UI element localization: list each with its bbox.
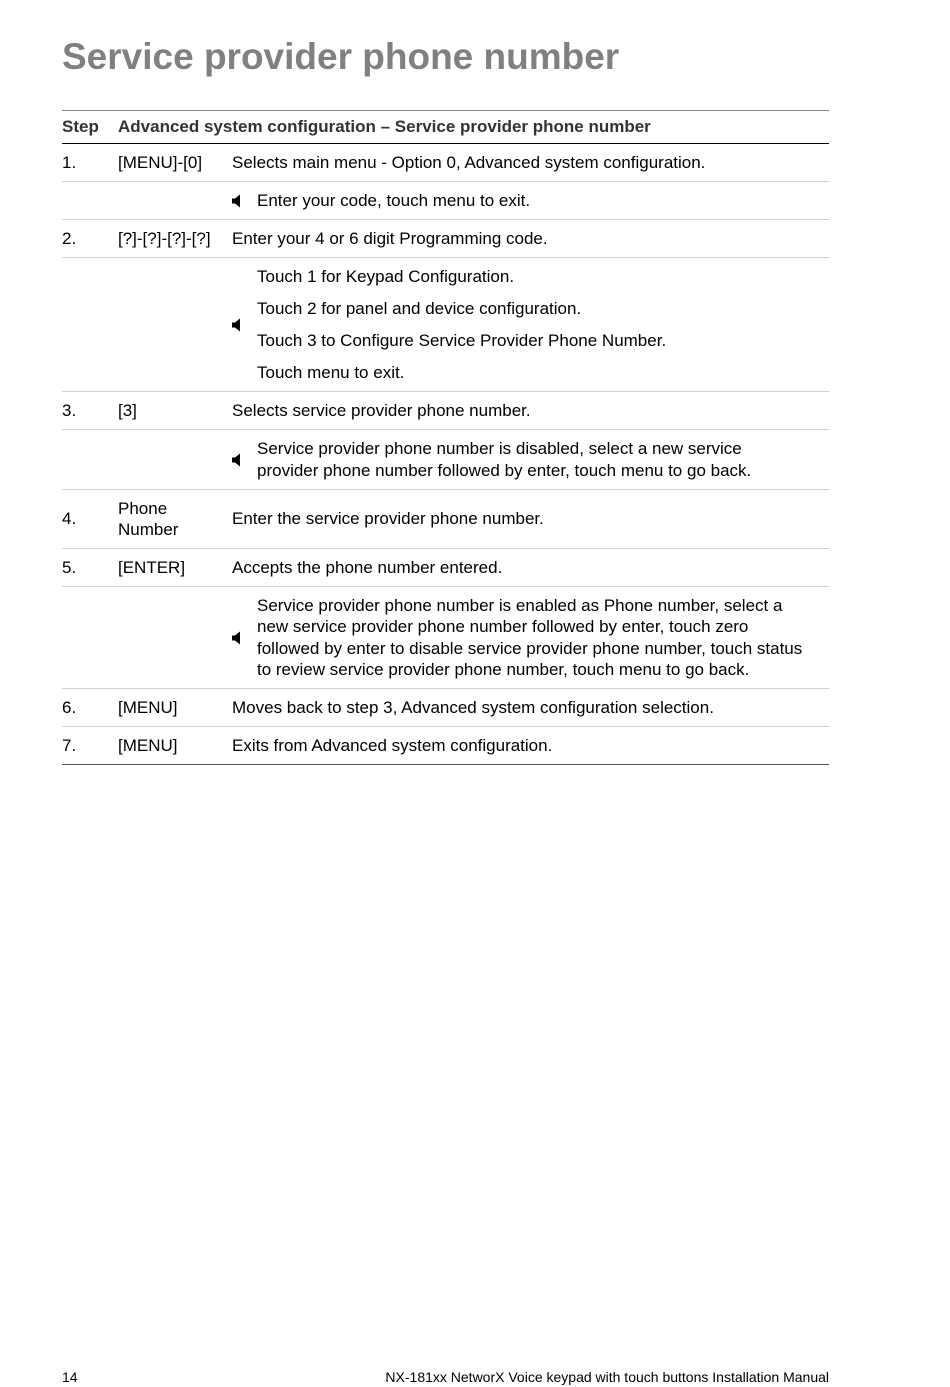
voice-row xyxy=(62,587,829,689)
step-key: Phone Number xyxy=(118,499,179,539)
step-number: 2. xyxy=(62,228,77,248)
table-row xyxy=(62,392,829,430)
step-description: Enter your 4 or 6 digit Programming code. xyxy=(232,228,548,248)
step-number: 1. xyxy=(62,152,77,172)
page-number: 14 xyxy=(62,1369,78,1385)
voice-prompt-line: Touch 3 to Configure Service Provider Phone Number. xyxy=(257,330,667,350)
page-title: Service provider phone number xyxy=(62,36,620,77)
step-key: [3] xyxy=(118,401,137,420)
table-row xyxy=(62,220,829,258)
step-description: Accepts the phone number entered. xyxy=(232,557,503,577)
step-description: Moves back to step 3, Advanced system configuration selection. xyxy=(232,697,714,717)
voice-row xyxy=(62,182,829,220)
step-key: [MENU]-[0] xyxy=(118,153,203,172)
speaker-icon xyxy=(232,453,257,467)
header-step: Step xyxy=(62,117,99,136)
step-number: 4. xyxy=(62,509,77,528)
step-key: [MENU] xyxy=(118,736,178,755)
step-key: [ENTER] xyxy=(118,558,186,577)
table-row xyxy=(62,689,829,727)
step-description: Selects service provider phone number. xyxy=(232,400,531,420)
table-header xyxy=(62,111,829,144)
header-description: Advanced system configuration – Service provider phone number xyxy=(118,117,651,136)
voice-prompt-line: Service provider phone number is disabled, select a new service xyxy=(257,439,742,458)
step-description: Selects main menu - Option 0, Advanced system configuration. xyxy=(232,152,706,172)
step-key: [?]-[?]-[?]-[?] xyxy=(118,229,211,248)
step-number: 6. xyxy=(62,697,77,717)
voice-row xyxy=(62,430,829,490)
table-row xyxy=(62,727,829,765)
manual-title: NX-181xx NetworX Voice keypad with touch buttons Installation Manual xyxy=(385,1369,829,1385)
voice-prompt-line: Service provider phone number is enabled as Phone number, select a xyxy=(257,595,783,615)
table-row xyxy=(62,144,829,182)
step-key: [MENU] xyxy=(118,698,178,717)
voice-prompt-line: Enter your code, touch menu to exit. xyxy=(257,190,531,210)
voice-row xyxy=(62,258,829,392)
step-description: Enter the service provider phone number. xyxy=(232,509,544,528)
speaker-icon xyxy=(232,631,257,645)
voice-prompt-line: provider phone number followed by enter, touch menu to go back. xyxy=(257,460,752,480)
speaker-icon xyxy=(232,194,257,208)
step-number: 5. xyxy=(62,557,77,577)
page-footer xyxy=(62,1369,829,1385)
speaker-icon xyxy=(232,318,257,332)
voice-prompt-line: Touch 2 for panel and device configuration. xyxy=(257,298,582,318)
table-row xyxy=(62,549,829,587)
steps-table xyxy=(62,110,829,765)
voice-prompt-line: Touch 1 for Keypad Configuration. xyxy=(257,266,515,286)
step-description: Exits from Advanced system configuration. xyxy=(232,735,553,755)
voice-prompt-line: Touch menu to exit. xyxy=(257,362,405,382)
table-row xyxy=(62,490,829,549)
step-number: 7. xyxy=(62,735,77,755)
voice-prompt-line: followed by enter to disable service provider phone number, touch status xyxy=(257,638,803,658)
voice-prompt-line: to review service provider phone number, touch menu to go back. xyxy=(257,660,750,679)
voice-prompt-line: new service provider phone number followed by enter, touch zero xyxy=(257,617,749,636)
step-number: 3. xyxy=(62,400,77,420)
